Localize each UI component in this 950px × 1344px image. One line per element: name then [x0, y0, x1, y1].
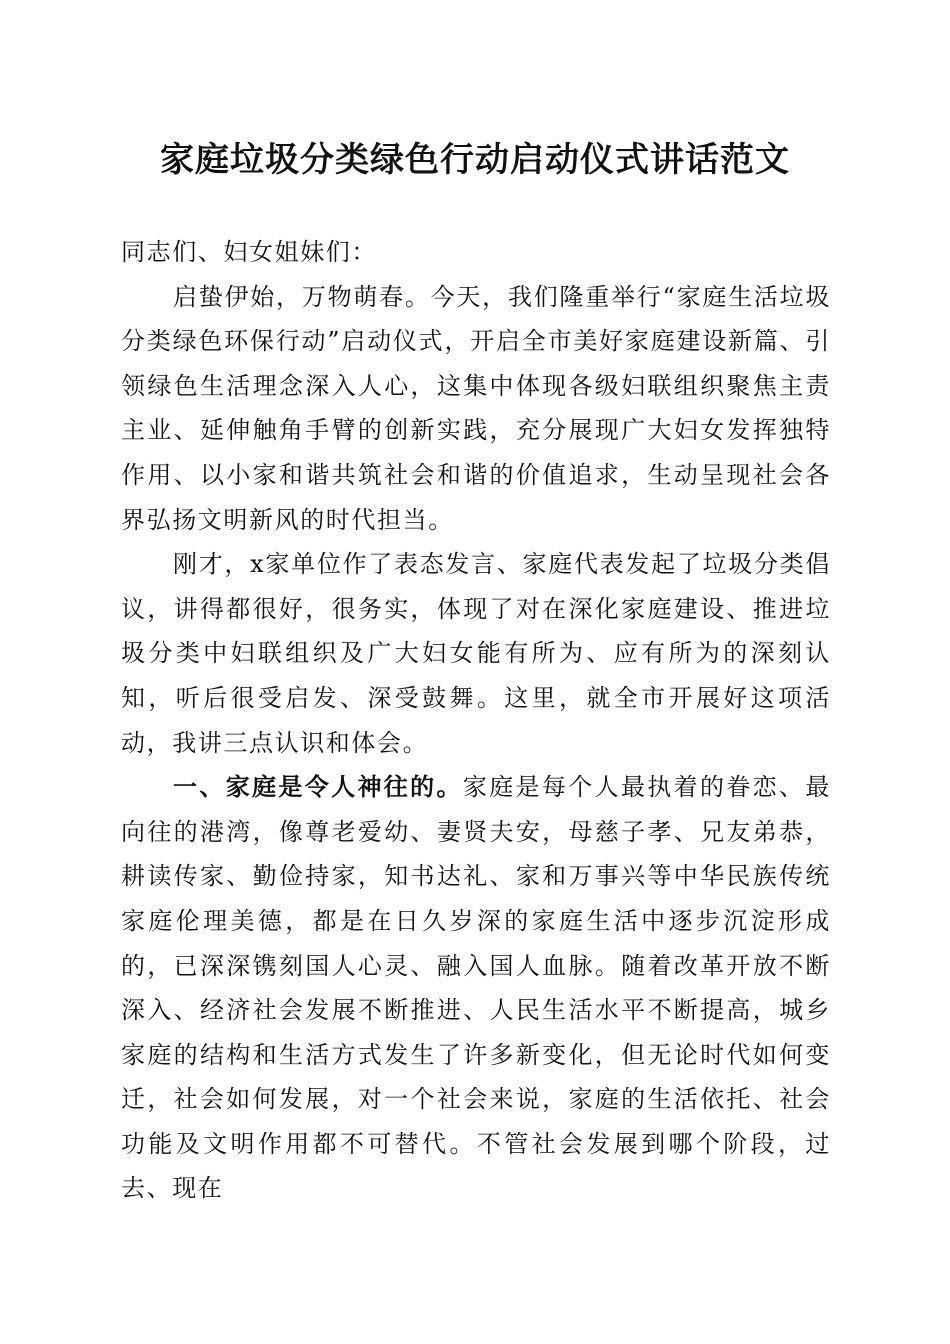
- paragraph-3: [121, 765, 831, 1211]
- document-body: [121, 230, 831, 1211]
- paragraph-1-text: 启蛰伊始，万物萌春。今天，我们隆重举行“家庭生活垃圾分类绿色环保行动”启动仪式，开启全市美好家庭建设新篇、引领绿色生活理念深入人心，这集中体现各级妇联组织聚焦主责主业、延伸触角手臂的创新实践，充分展现广大妇女发挥独特作用、以小家和谐共筑社会和谐的价值追求，生动呈现社会各界弘扬文明新风的时代担当。: [121, 282, 831, 534]
- paragraph-2: [121, 542, 831, 765]
- paragraph-2-text: 刚才，x家单位作了表态发言、家庭代表发起了垃圾分类倡议，讲得都很好，很务实，体现了对在深化家庭建设、推进垃圾分类中妇联组织及广大妇女能有所为、应有所为的深刻认知，听后很受启发、深受鼓舞。这里，就全市开展好这项活动，我讲三点认识和体会。: [121, 550, 831, 757]
- section-heading-1: 一、家庭是令人神往的。: [173, 773, 463, 802]
- document-title: 家庭垃圾分类绿色行动启动仪式讲话范文: [160, 140, 790, 180]
- paragraph-1: [121, 275, 831, 543]
- salutation: 同志们、妇女姐妹们：: [121, 238, 377, 266]
- paragraph-3-text: 家庭是每个人最执着的眷恋、最向往的港湾，像尊老爱幼、妻贤夫安，母慈子孝、兄友弟恭，耕读传家、勤俭持家，知书达礼、家和万事兴等中华民族传统家庭伦理美德，都是在日久岁深的家庭生活中逐步沉淀形成的，已深深镌刻国人心灵、融入国人血脉。随着改革开放不断深入、经济社会发展不断推进、人民生活水平不断提高，城乡家庭的结构和生活方式发生了许多新变化，但无论时代如何变迁，社会如何发展，对一个社会来说，家庭的生活依托、社会功能及文明作用都不可替代。不管社会发展到哪个阶段，过去、现在: [121, 773, 831, 1203]
